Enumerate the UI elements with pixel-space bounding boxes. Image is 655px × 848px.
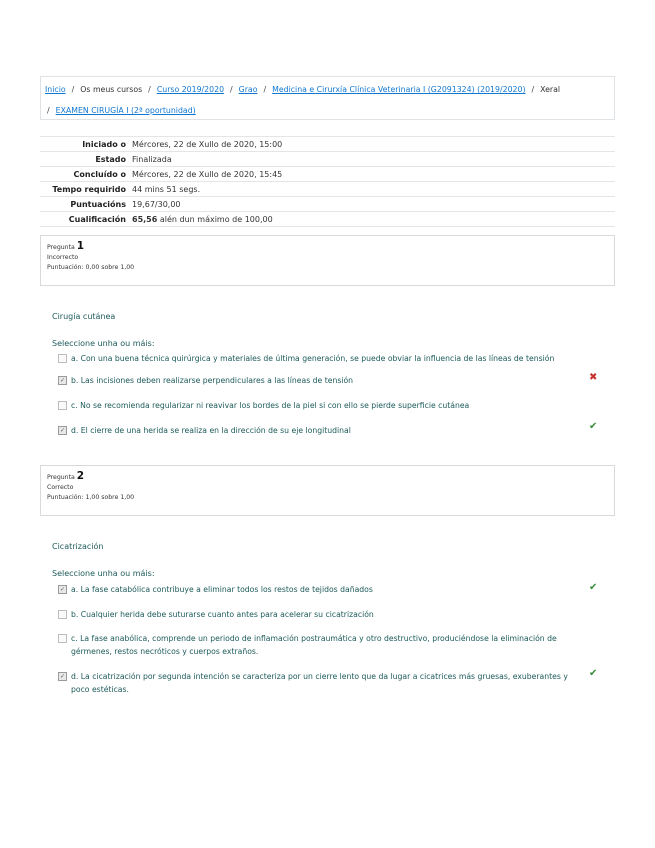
summary-row-grade <box>40 212 615 227</box>
summary-key: Estado <box>40 152 132 167</box>
breadcrumb-separator: / <box>531 85 535 94</box>
breadcrumb-exam-link[interactable]: EXAMEN CIRUGÍA I (2ª oportunidad) <box>55 106 196 115</box>
summary-row-marks <box>40 197 615 212</box>
breadcrumb <box>40 76 615 120</box>
answer-checkbox[interactable] <box>58 354 67 363</box>
summary-key: Puntuacións <box>40 197 132 212</box>
grade-value: 65,56 <box>132 214 158 224</box>
question-label: Pregunta <box>47 474 75 481</box>
answer-checkbox[interactable] <box>58 376 67 385</box>
summary-value: 19,67/30,00 <box>132 197 615 212</box>
answer-option[interactable] <box>58 399 578 412</box>
attempt-summary-table <box>40 136 615 227</box>
summary-key: Tempo requirido <box>40 182 132 197</box>
breadcrumb-separator: / <box>71 85 75 94</box>
answer-text: a. La fase catabólica contribuye a eliminar todos los restos de tejidos dañados <box>71 585 373 594</box>
answer-text: c. La fase anabólica, comprende un periodo de inflamación postraumática y otro destructivo, produciéndose la eliminación de gérmenes, restos necróticos y cuerpos extraños. <box>71 634 557 656</box>
question-number-value: 2 <box>76 470 85 482</box>
answer-option[interactable] <box>58 608 578 621</box>
breadcrumb-my-courses: Os meus cursos <box>80 85 143 94</box>
answer-checkbox[interactable] <box>58 426 67 435</box>
answer-checkbox[interactable] <box>58 672 67 681</box>
answer-text: d. La cicatrización por segunda intención se caracteriza por un cierre lento que da lugar a cicatrices más gruesas, exuberantes y poco estéticas. <box>71 672 568 694</box>
correct-icon: ✔ <box>589 582 598 593</box>
question-score: Puntuación: 1,00 sobre 1,00 <box>47 494 135 501</box>
summary-key: Cualificación <box>40 212 132 227</box>
answer-option[interactable] <box>58 352 578 365</box>
answer-option[interactable] <box>58 583 578 596</box>
breadcrumb-general: Xeral <box>540 85 561 94</box>
summary-value: Finalizada <box>132 152 615 167</box>
question-number <box>47 241 608 253</box>
summary-key: Concluído o <box>40 167 132 182</box>
breadcrumb-course-year-link[interactable]: Curso 2019/2020 <box>156 85 225 94</box>
breadcrumb-separator: / <box>47 106 50 115</box>
breadcrumb-separator: / <box>148 85 151 94</box>
grade-max-text: alén dun máximo de 100,00 <box>159 214 273 224</box>
question-2-info <box>40 465 615 516</box>
incorrect-icon: ✖ <box>589 372 598 383</box>
answer-text: a. Con una buena técnica quirúrgica y materiales de última generación, se puede obviar la influencia de las líneas de tensión <box>71 354 555 363</box>
answer-text: b. Cualquier herida debe suturarse cuanto antes para acelerar su cicatrización <box>71 610 374 619</box>
summary-key: Iniciado o <box>40 137 132 152</box>
answer-text: d. El cierre de una herida se realiza en la dirección de su eje longitudinal <box>71 426 351 435</box>
question-2-text: Cicatrización <box>52 542 104 551</box>
question-state: Correcto <box>47 484 74 491</box>
breadcrumb-subject-link[interactable]: Medicina e Cirurxía Clínica Veterinaria I (G2091324) (2019/2020) <box>272 85 526 94</box>
answer-checkbox[interactable] <box>58 634 67 643</box>
summary-row-started <box>40 137 615 152</box>
breadcrumb-separator: / <box>230 85 233 94</box>
summary-value: Mércores, 22 de Xullo de 2020, 15:45 <box>132 167 615 182</box>
breadcrumb-degree-link[interactable]: Grao <box>238 85 258 94</box>
answer-checkbox[interactable] <box>58 610 67 619</box>
question-1-info <box>40 235 615 286</box>
answer-checkbox[interactable] <box>58 585 67 594</box>
answer-checkbox[interactable] <box>58 401 67 410</box>
question-score: Puntuación: 0,00 sobre 1,00 <box>47 264 135 271</box>
answer-text: b. Las incisiones deben realizarse perpendiculares a las líneas de tensión <box>71 376 354 385</box>
question-number <box>47 471 608 483</box>
answer-option[interactable] <box>58 632 578 658</box>
question-1-prompt: Seleccione unha ou máis: <box>52 339 155 348</box>
correct-icon: ✔ <box>589 421 598 432</box>
answer-option[interactable] <box>58 374 578 387</box>
summary-row-time-taken <box>40 182 615 197</box>
question-number-value: 1 <box>76 240 85 252</box>
breadcrumb-separator: / <box>263 85 267 94</box>
summary-value: 44 mins 51 segs. <box>132 182 615 197</box>
question-2-prompt: Seleccione unha ou máis: <box>52 569 155 578</box>
summary-row-state <box>40 152 615 167</box>
summary-value <box>132 212 615 227</box>
answer-text: c. No se recomienda regularizar ni reavivar los bordes de la piel si con ello se pierde superficie cutánea <box>71 401 470 410</box>
question-state: Incorrecto <box>47 254 79 261</box>
answer-option[interactable] <box>58 424 578 437</box>
summary-row-completed <box>40 167 615 182</box>
question-1-text: Cirugía cutánea <box>52 312 116 321</box>
breadcrumb-home-link[interactable]: Inicio <box>45 85 66 94</box>
question-label: Pregunta <box>47 244 75 251</box>
summary-value: Mércores, 22 de Xullo de 2020, 15:00 <box>132 137 615 152</box>
answer-option[interactable] <box>58 670 578 696</box>
correct-icon: ✔ <box>589 668 598 679</box>
